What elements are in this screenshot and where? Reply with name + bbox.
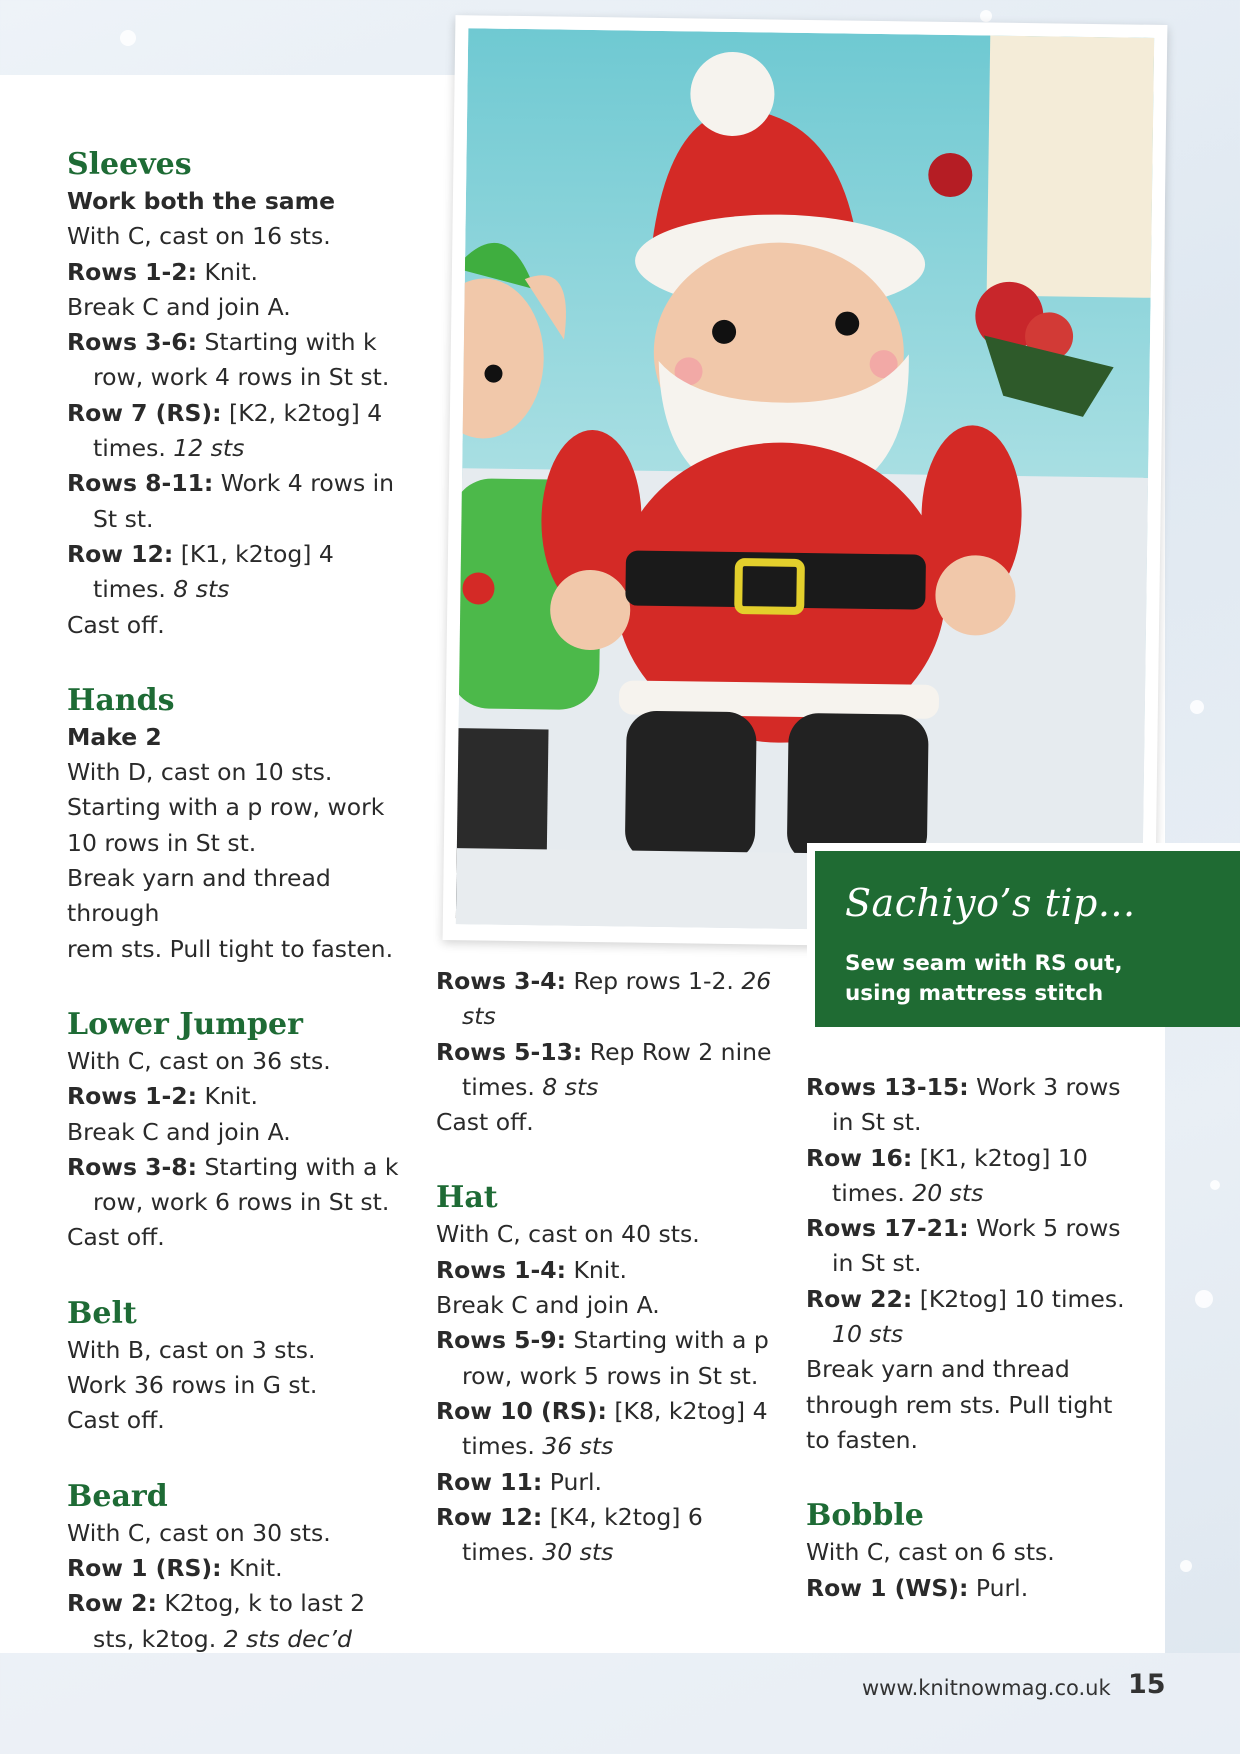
row-instruction — [436, 1323, 776, 1394]
row-label: Row 2: — [67, 1589, 157, 1618]
row-label: Rows 3-6: — [67, 328, 197, 357]
snowflake-decoration — [1190, 700, 1204, 714]
instruction-line: 10 rows in St st. — [67, 828, 257, 857]
instruction-line: Cast off. — [67, 1406, 165, 1435]
row-label: Rows 5-13: — [436, 1037, 583, 1066]
row-instruction — [436, 1500, 776, 1571]
instruction-line: Break C and join A. — [67, 1117, 291, 1146]
snowflake-decoration — [1195, 1290, 1213, 1308]
row-instruction — [806, 1211, 1146, 1282]
instruction-line: through rem sts. Pull tight — [806, 1390, 1113, 1419]
row-instruction — [67, 1586, 412, 1657]
row-label: Row 12: — [67, 539, 174, 568]
row-instruction — [67, 537, 412, 608]
row-text: Purl. — [968, 1573, 1029, 1602]
tip-line: Sew seam with RS out, — [845, 951, 1123, 976]
stitch-count: 30 sts — [542, 1538, 614, 1567]
instruction-line: Break C and join A. — [67, 292, 291, 321]
row-label: Row 7 (RS): — [67, 398, 222, 427]
stitch-count: 20 sts — [912, 1178, 984, 1207]
row-instruction — [67, 396, 412, 467]
row-instruction — [806, 1070, 1146, 1141]
instruction-line: With C, cast on 36 sts. — [67, 1046, 331, 1075]
row-text: Rep Row 2 nine times. — [462, 1037, 772, 1101]
santa-toy-photo — [443, 15, 1168, 950]
row-text: [K1, k2tog] 10 times. — [832, 1143, 1088, 1207]
row-label: Rows 5-9: — [436, 1326, 566, 1355]
row-text: Rep rows 1-2. — [565, 967, 742, 995]
stitch-count: 8 sts — [542, 1072, 599, 1101]
row-label: Row 22: — [806, 1284, 913, 1313]
row-text: Purl. — [542, 1467, 603, 1496]
instruction-line: Starting with a p row, work — [67, 793, 385, 822]
row-label: Rows 17-21: — [806, 1214, 969, 1243]
row-text: [K2, k2tog] 4 times. — [93, 398, 383, 463]
section-heading-hat: Hat — [436, 1180, 498, 1216]
section-heading-beard: Beard — [67, 1478, 168, 1514]
instruction-line: Cast off. — [67, 1223, 165, 1252]
row-instruction — [67, 1150, 412, 1221]
row-label: Row 16: — [806, 1143, 913, 1172]
row-text: K2tog, k to last 2 sts, k2tog. — [93, 1589, 366, 1653]
row-text: Work 3 rows in St st. — [832, 1073, 1121, 1137]
row-label: Row 10 (RS): — [436, 1396, 607, 1425]
row-label: Rows 1-2: — [67, 1082, 197, 1111]
instruction-line: Break C and join A. — [436, 1291, 660, 1320]
instruction-line: With C, cast on 40 sts. — [436, 1220, 700, 1249]
row-text: Knit. — [196, 1082, 258, 1111]
row-instruction — [67, 1551, 412, 1586]
instruction-line: With D, cast on 10 sts. — [67, 758, 333, 787]
row-label: Rows 8-11: — [67, 469, 214, 498]
hands-subheading: Make 2 — [67, 722, 162, 751]
section-heading-bobble: Bobble — [806, 1498, 924, 1534]
instruction-line: With C, cast on 30 sts. — [67, 1518, 331, 1547]
tip-line: using mattress stitch — [845, 981, 1104, 1006]
tip-box-inner — [815, 851, 1240, 1027]
row-instruction — [806, 1141, 1146, 1212]
instruction-line: With B, cast on 3 sts. — [67, 1335, 316, 1364]
column-2 — [436, 964, 776, 1570]
section-heading-belt: Belt — [67, 1295, 137, 1331]
instruction-line: Break yarn and thread through — [67, 864, 331, 928]
row-instruction — [436, 1035, 776, 1106]
row-label: Row 1 (RS): — [67, 1553, 222, 1582]
snowflake-decoration — [1180, 1560, 1192, 1572]
row-instruction — [67, 466, 412, 537]
row-text: Starting with a k row, work 6 rows in St st. — [93, 1152, 399, 1217]
row-instruction — [67, 325, 412, 396]
row-instruction — [806, 1571, 1146, 1606]
instruction-line: to fasten. — [806, 1425, 919, 1454]
snowflake-decoration — [980, 10, 992, 22]
stitch-count: 12 sts — [173, 434, 245, 463]
row-instruction — [67, 255, 412, 290]
row-text: Knit. — [196, 257, 258, 286]
row-instruction — [436, 964, 776, 1035]
snowflake-decoration — [1210, 1180, 1220, 1190]
stitch-count: 36 sts — [542, 1432, 614, 1461]
row-instruction — [67, 1079, 412, 1114]
stitch-count: 26 sts — [462, 967, 772, 1031]
row-instruction — [436, 1465, 776, 1500]
row-text: Starting with k row, work 4 rows in St st. — [93, 328, 390, 392]
row-text: [K2tog] 10 times. — [912, 1284, 1125, 1313]
section-heading-lower-jumper: Lower Jumper — [67, 1006, 303, 1042]
stitch-count: 8 sts — [173, 575, 230, 604]
row-text: [K1, k2tog] 4 times. — [93, 539, 334, 604]
row-text: Work 4 rows in St st. — [93, 469, 395, 533]
row-label: Rows 13-15: — [806, 1073, 969, 1101]
tip-body — [845, 949, 1205, 1009]
column-1 — [67, 146, 412, 1657]
row-label: Rows 1-2: — [67, 257, 197, 286]
section-heading-hands: Hands — [67, 682, 175, 718]
row-label: Row 12: — [436, 1502, 543, 1531]
stitch-count: 2 sts dec’d — [223, 1624, 352, 1653]
stitch-count: 10 sts — [832, 1320, 904, 1349]
row-label: Rows 3-4: — [436, 967, 566, 995]
website-url[interactable]: www.knitnowmag.co.uk — [862, 1676, 1111, 1700]
row-label: Row 1 (WS): — [806, 1573, 969, 1602]
instruction-line: With C, cast on 6 sts. — [806, 1538, 1055, 1567]
row-text: [K8, k2tog] 4 times. — [462, 1396, 768, 1461]
column-3 — [806, 1070, 1146, 1606]
instruction-line: Cast off. — [436, 1108, 534, 1137]
row-label: Rows 3-8: — [67, 1152, 197, 1181]
row-label: Rows 1-4: — [436, 1255, 566, 1284]
instruction-line: Work 36 rows in G st. — [67, 1371, 318, 1400]
sleeves-subheading: Work both the same — [67, 187, 336, 215]
page-number: 15 — [1128, 1669, 1166, 1700]
section-heading-sleeves: Sleeves — [67, 147, 192, 182]
santa-illustration — [456, 28, 1154, 933]
row-instruction — [806, 1282, 1146, 1353]
row-text: Work 5 rows in St st. — [832, 1214, 1121, 1278]
snowflake-decoration — [120, 30, 136, 46]
instruction-line: With C, cast on 16 sts. — [67, 222, 331, 251]
footer-band — [0, 1653, 1240, 1754]
instruction-line: rem sts. Pull tight to fasten. — [67, 934, 394, 963]
row-text: Knit. — [565, 1255, 627, 1284]
row-instruction — [436, 1394, 776, 1465]
instruction-line: Break yarn and thread — [806, 1355, 1070, 1384]
row-text: [K4, k2tog] 6 times. — [462, 1502, 703, 1567]
instruction-line: Cast off. — [67, 610, 165, 639]
row-label: Row 11: — [436, 1467, 543, 1496]
row-text: Starting with a p row, work 5 rows in St st. — [462, 1326, 769, 1390]
row-instruction — [436, 1253, 776, 1288]
tip-title: Sachiyo’s tip... — [845, 881, 1136, 925]
row-text: Knit. — [221, 1553, 283, 1582]
tip-box — [807, 843, 1240, 1027]
